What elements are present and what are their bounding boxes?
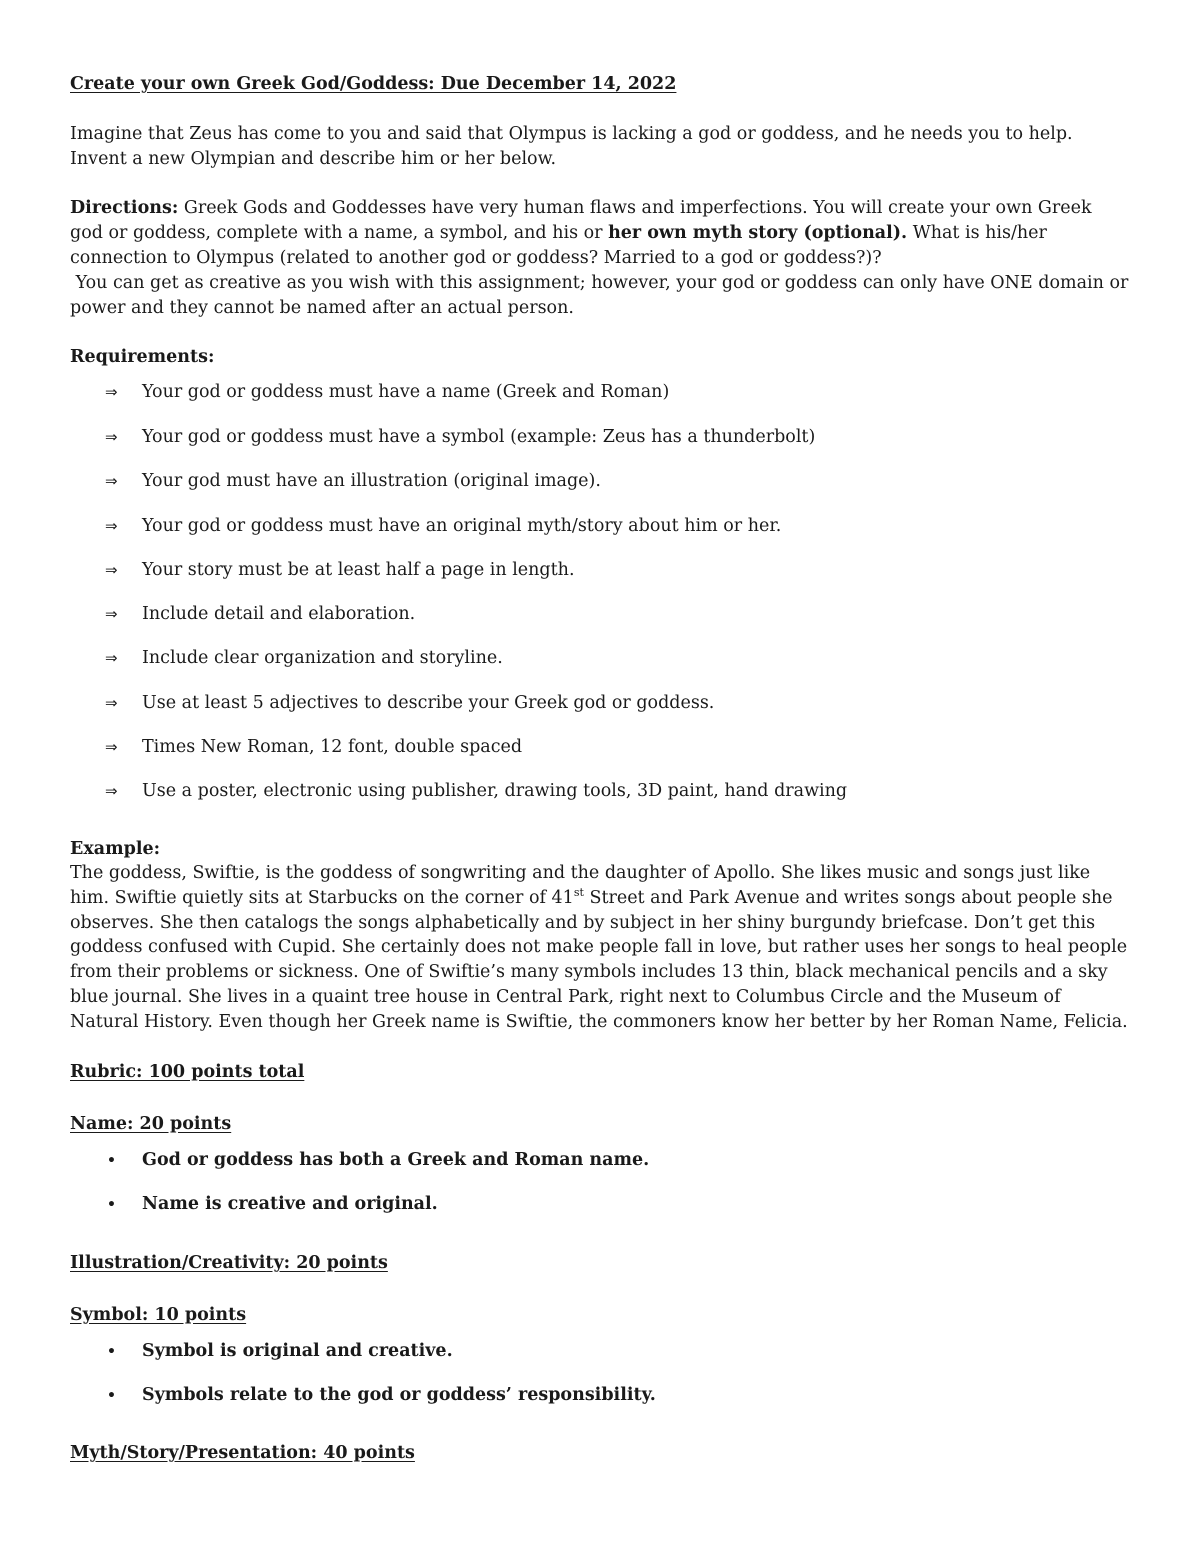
requirement-item: ⇒ Use a poster, electronic using publisher, drawing tools, 3D paint, hand drawing	[105, 779, 847, 804]
ordinal-suffix: st	[573, 885, 584, 899]
arrow-icon: ⇒	[105, 383, 118, 401]
arrow-icon: ⇒	[105, 694, 118, 712]
rubric-illustration-heading: Illustration/Creativity: 20 points	[70, 1253, 388, 1273]
example-paragraph: The goddess, Swiftie, is the goddess of songwriting and the daughter of Apollo. She likes music and songs just like him. Swiftie quietly sits at Starbucks on the corner of 41st Street and Park Avenue and writes songs about people she observes. She then catalogs the songs alphabetically and by subject in her shiny burgundy briefcase. Don’t get this goddess confused with Cupid. She certainly does not make people fall in love, but rather uses her songs to heal people from their problems or sickness. One of Swiftie’s many symbols includes 13 thin, black mechanical pencils and a sky blue journal. She lives in a quaint tree house in Central Park, right next to Columbus Circle and the Museum of Natural History. Even though her Greek name is Swiftie, the commoners know her better by her Roman Name, Felicia.	[70, 863, 1128, 1032]
rubric-name-item: • God or goddess has both a Greek and Roman name.	[107, 1148, 649, 1173]
arrow-icon: ⇒	[105, 649, 118, 667]
arrow-icon: ⇒	[105, 782, 118, 800]
requirement-item: ⇒ Times New Roman, 12 font, double spaced	[105, 735, 522, 760]
rubric-heading: Rubric: 100 points total	[70, 1062, 305, 1082]
requirement-item: ⇒ Your god or goddess must have a name (Greek and Roman)	[105, 380, 669, 405]
bullet-icon: •	[107, 1197, 116, 1213]
arrow-icon: ⇒	[105, 517, 118, 535]
arrow-icon: ⇒	[105, 472, 118, 490]
example-heading: Example:	[70, 839, 161, 859]
requirement-item: ⇒ Your god or goddess must have a symbol (example: Zeus has a thunderbolt)	[105, 425, 815, 450]
requirement-item: ⇒ Your story must be at least half a page in length.	[105, 558, 575, 583]
directions-paragraph-2: You can get as creative as you wish with this assignment; however, your god or goddess can only have ONE domain or power and they cannot be named after an actual person.	[70, 273, 1134, 318]
requirement-item: ⇒ Use at least 5 adjectives to describe your Greek god or goddess.	[105, 691, 714, 716]
rubric-name-item: • Name is creative and original.	[107, 1192, 438, 1217]
arrow-icon: ⇒	[105, 428, 118, 446]
requirement-item: ⇒ Include clear organization and storyline.	[105, 646, 503, 671]
arrow-icon: ⇒	[105, 605, 118, 623]
requirements-heading: Requirements:	[70, 347, 215, 367]
bullet-icon: •	[107, 1344, 116, 1360]
bullet-icon: •	[107, 1388, 116, 1404]
directions-text-2: What is his/her connection to Olympus (related to another god or goddess? Married to a god or goddess?)?	[70, 222, 1047, 268]
directions-bold-text: her own myth story (optional).	[608, 222, 908, 243]
arrow-icon: ⇒	[105, 738, 118, 756]
rubric-myth-heading: Myth/Story/Presentation: 40 points	[70, 1443, 415, 1463]
rubric-symbol-item: • Symbol is original and creative.	[107, 1339, 453, 1364]
arrow-icon: ⇒	[105, 561, 118, 579]
rubric-symbol-item: • Symbols relate to the god or goddess’ responsibility.	[107, 1383, 656, 1408]
requirement-item: ⇒ Your god must have an illustration (original image).	[105, 469, 601, 494]
intro-paragraph: Imagine that Zeus has come to you and said that Olympus is lacking a god or goddess, and he needs you to help. Invent a new Olympian and describe him or her below.	[70, 124, 1073, 169]
rubric-name-heading: Name: 20 points	[70, 1114, 232, 1134]
directions-text-1: Greek Gods and Goddesses have very human flaws and imperfections. You will create your own Greek god or goddess, complete with a name, a symbol, and his or	[70, 198, 1092, 243]
bullet-icon: •	[107, 1153, 116, 1169]
rubric-symbol-heading: Symbol: 10 points	[70, 1305, 247, 1325]
requirement-item: ⇒ Your god or goddess must have an original myth/story about him or her.	[105, 514, 781, 539]
directions-paragraph	[70, 196, 1130, 270]
document-title: Create your own Greek God/Goddess: Due December 14, 2022	[70, 74, 677, 94]
requirement-item: ⇒ Include detail and elaboration.	[105, 602, 415, 627]
directions-label: Directions:	[70, 198, 179, 218]
